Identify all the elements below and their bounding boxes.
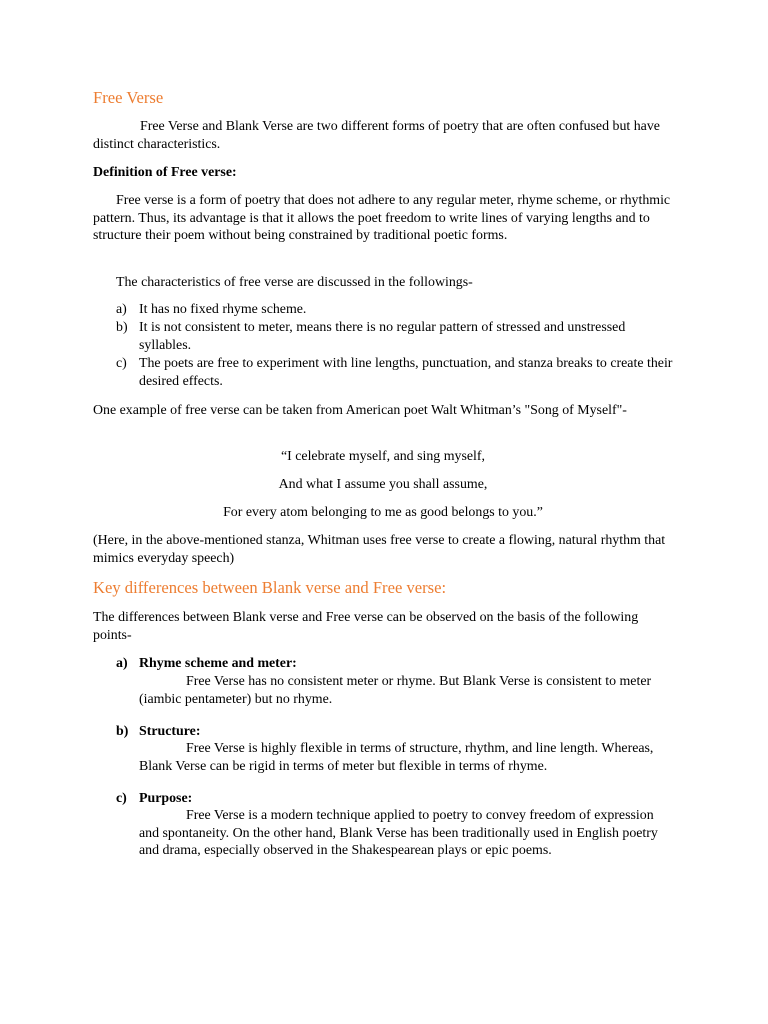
quote-line: For every atom belonging to me as good belongs to you.”: [223, 505, 543, 520]
list-item-text: Free Verse is a modern technique applied to poetry to convey freedom of expression and spontaneity. On the other hand, Blank Verse has been traditionally used in English poetry and drama, especially observed in the Shakespearean plays or epic poems.: [139, 808, 658, 859]
page-title: Free Verse: [93, 88, 164, 107]
list-item: [0, 790, 768, 880]
list-item: [0, 301, 768, 319]
list-marker: a): [116, 656, 128, 671]
list-marker: b): [116, 320, 128, 335]
list-item: [0, 655, 768, 723]
list-marker: c): [116, 356, 127, 371]
example-intro: One example of free verse can be taken from American poet Walt Whitman’s "Song of Myself"-: [93, 403, 627, 418]
list-item: [0, 355, 768, 391]
list-item-title: Rhyme scheme and meter:: [139, 656, 297, 671]
list-item-text: It is not consistent to meter, means there is no regular pattern of stressed and unstressed syllables.: [139, 320, 626, 353]
quote-line: And what I assume you shall assume,: [278, 477, 488, 492]
definition-paragraph: Free verse is a form of poetry that does not adhere to any regular meter, rhyme scheme, or rhythmic pattern. Thus, its advantage is that it allows the poet freedom to write lines of varying lengths and to structure their poem without being constrained by traditional poetic forms.: [93, 193, 671, 244]
definition-heading: Definition of Free verse:: [93, 165, 237, 180]
characteristics-intro: The characteristics of free verse are discussed in the followings-: [116, 275, 473, 290]
list-item-text: It has no fixed rhyme scheme.: [139, 302, 307, 317]
list-item-text: The poets are free to experiment with line lengths, punctuation, and stanza breaks to create their desired effects.: [139, 356, 673, 389]
list-item-text: Free Verse has no consistent meter or rhyme. But Blank Verse is consistent to meter (iambic pentameter) but no rhyme.: [139, 674, 652, 707]
list-marker: c): [116, 791, 127, 806]
quote-line: “I celebrate myself, and sing myself,: [280, 449, 486, 464]
differences-intro: The differences between Blank verse and Free verse can be observed on the basis of the following points-: [93, 610, 639, 643]
list-item-title: Purpose:: [139, 791, 193, 806]
intro-paragraph: Free Verse and Blank Verse are two different forms of poetry that are often confused but have distinct characteristics.: [93, 119, 660, 152]
list-item-title: Structure:: [139, 724, 201, 739]
characteristics-list: [0, 301, 768, 391]
section-heading: Key differences between Blank verse and Free verse:: [93, 578, 447, 597]
list-marker: a): [116, 302, 127, 317]
example-note: (Here, in the above-mentioned stanza, Whitman uses free verse to create a flowing, natural rhythm that mimics everyday speech): [93, 533, 666, 566]
list-item: [0, 319, 768, 355]
list-marker: b): [116, 724, 129, 739]
list-item: [0, 723, 768, 791]
list-item-text: Free Verse is highly flexible in terms of structure, rhythm, and line length. Whereas, Blank Verse can be rigid in terms of meter but flexible in terms of rhyme.: [139, 741, 654, 774]
